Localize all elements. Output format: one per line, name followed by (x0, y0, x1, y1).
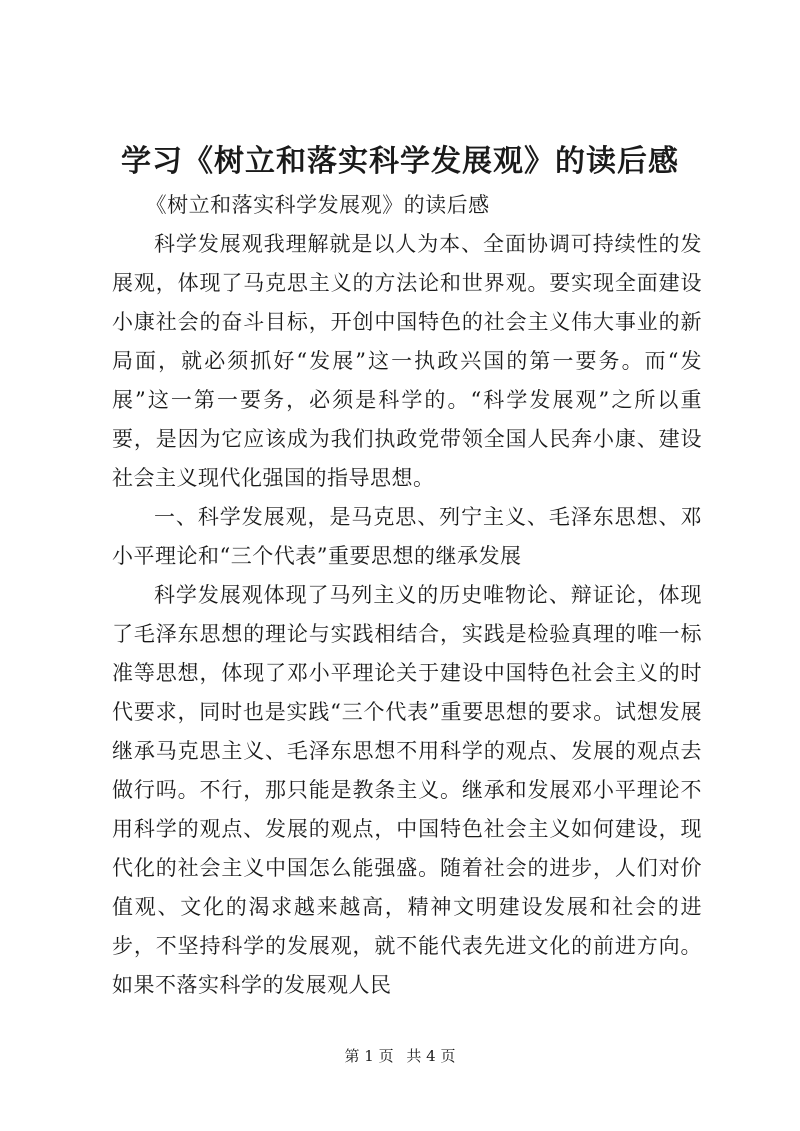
document-body (112, 186, 702, 1005)
section-heading-1: 一、科学发展观，是马克思、列宁主义、毛泽东思想、邓小平理论和“三个代表”重要思想的继承发展 (112, 505, 702, 568)
paragraph-section-1: 科学发展观体现了马列主义的历史唯物论、辩证论，体现了毛泽东思想的理论与实践相结合，实践是检验真理的唯一标准等思想，体现了邓小平理论关于建设中国特色社会主义的时代要求，同时也是实践“三个代表”重要思想的要求。试想发展继承马克思主义、毛泽东思想不用科学的观点、发展的观点去做行吗。不行，那只能是教条主义。继承和发展邓小平理论不用科学的观点、发展的观点，中国特色社会主义如何建设，现代化的社会主义中国怎么能强盛。随着社会的进步，人们对价值观、文化的渴求越来越高，精神文明建设发展和社会的进步，不坚持科学的发展观，就不能代表先进文化的前进方向。如果不落实科学的发展观人民 (112, 583, 702, 997)
document-title: 学习《树立和落实科学发展观》的读后感 (121, 144, 679, 179)
page-number: 第 1 页 (344, 1047, 394, 1065)
paragraph-intro: 科学发展观我理解就是以人为本、全面协调可持续性的发展观，体现了马克思主义的方法论和世界观。要实现全面建设小康社会的奋斗目标，开创中国特色的社会主义伟大事业的新局面，就必须抓好“发展”这一执政兴国的第一要务。而“发展”这一第一要务，必须是科学的。“科学发展观”之所以重要，是因为它应该成为我们执政党带领全国人民奔小康、建设社会主义现代化强国的指导思想。 (112, 232, 702, 490)
page-total: 共 4 页 (406, 1047, 456, 1065)
page-footer (0, 1046, 800, 1066)
document-subtitle: 《树立和落实科学发展观》的读后感 (145, 193, 490, 217)
